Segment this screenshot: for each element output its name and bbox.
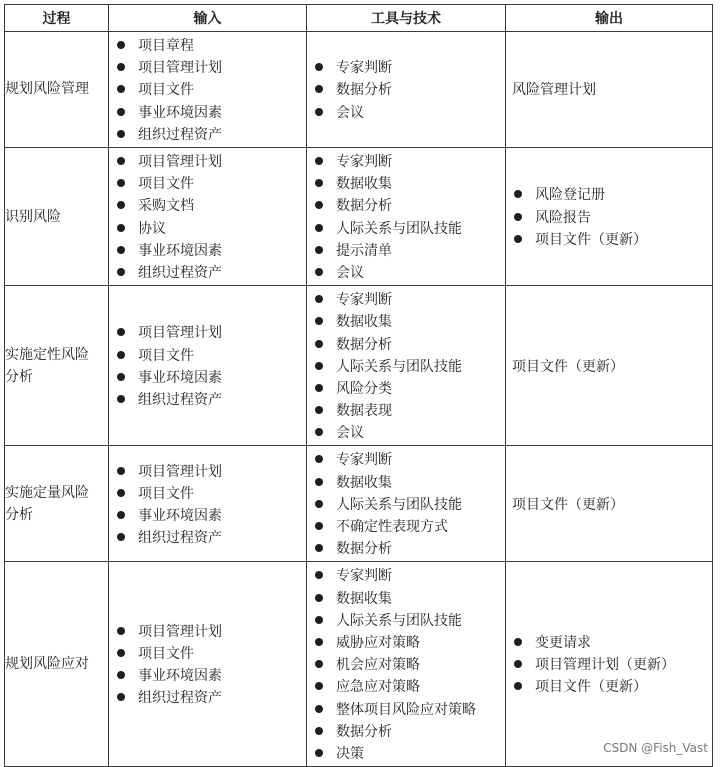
list-item	[514, 675, 712, 697]
tool-item-text: 数据收集	[336, 590, 392, 607]
tool-item-text: 数据表现	[336, 403, 392, 420]
input-item-text: 采购文档	[138, 198, 194, 215]
bullet-icon	[117, 328, 125, 336]
outputs-cell	[506, 562, 713, 767]
tool-item-text: 会议	[336, 264, 364, 281]
list-item	[315, 78, 505, 100]
list-item	[315, 310, 505, 332]
output-item-text: 风险报告	[535, 209, 591, 226]
input-item-text: 组织过程资产	[138, 392, 222, 408]
bullet-icon	[315, 616, 323, 624]
outputs-cell	[506, 147, 713, 285]
bullet-icon	[315, 660, 323, 668]
bullet-icon	[315, 384, 323, 392]
list-item	[117, 150, 306, 172]
list-item	[117, 459, 306, 481]
bullet-icon	[315, 682, 323, 690]
bullet-icon	[117, 224, 125, 232]
list-item	[315, 355, 505, 377]
list-item	[315, 377, 505, 399]
bullet-icon	[117, 533, 125, 541]
header-tools: 工具与技术	[307, 5, 506, 32]
input-item-text: 事业环境因素	[138, 369, 222, 386]
tool-item-text: 人际关系与团队技能	[336, 220, 462, 237]
bullet-icon	[117, 246, 125, 254]
list-item	[117, 504, 306, 526]
tool-item-text: 数据分析	[336, 541, 392, 558]
bullet-icon	[315, 340, 323, 348]
list-item	[315, 399, 505, 421]
table-row	[5, 147, 713, 285]
list-item	[315, 564, 505, 586]
process-name-line: 实施定性风险	[5, 346, 89, 363]
bullet-icon	[315, 638, 323, 646]
tool-item-text: 人际关系与团队技能	[336, 358, 462, 375]
bullet-icon	[315, 594, 323, 602]
list-item	[117, 56, 306, 78]
bullet-icon	[117, 395, 125, 403]
list-item	[117, 344, 306, 366]
list-item	[117, 123, 306, 145]
tool-item-text: 会议	[336, 104, 364, 121]
inputs-cell	[109, 562, 307, 767]
list-item	[117, 172, 306, 194]
process-name-line: 规划风险应对	[5, 656, 89, 673]
bullet-icon	[117, 511, 125, 519]
bullet-icon	[514, 638, 522, 646]
tool-item-text: 数据分析	[336, 82, 392, 99]
list-item	[117, 620, 306, 642]
bullet-icon	[315, 157, 323, 165]
input-item-text: 项目文件	[138, 176, 194, 193]
input-item-text: 事业环境因素	[138, 242, 222, 259]
risk-process-table	[4, 4, 713, 767]
bullet-icon	[315, 428, 323, 436]
bullet-icon	[117, 130, 125, 138]
tool-item-text: 数据分析	[336, 198, 392, 215]
list-item	[315, 675, 505, 697]
list-item	[117, 686, 306, 708]
list-item	[117, 642, 306, 664]
list-item	[315, 537, 505, 559]
list-item	[117, 482, 306, 504]
bullet-icon	[315, 749, 323, 757]
bullet-icon	[315, 295, 323, 303]
bullet-icon	[514, 190, 522, 198]
input-item-text: 事业环境因素	[138, 507, 222, 524]
bullet-icon	[117, 489, 125, 497]
input-item-text: 项目文件	[138, 82, 194, 99]
list-item	[117, 194, 306, 216]
table-row	[5, 32, 713, 148]
list-item	[514, 228, 712, 250]
bullet-icon	[117, 63, 125, 71]
output-item-text: 风险登记册	[535, 187, 605, 204]
tools-cell	[307, 286, 506, 446]
list-item	[315, 150, 505, 172]
bullet-icon	[315, 108, 323, 116]
bullet-icon	[117, 351, 125, 359]
bullet-icon	[315, 571, 323, 579]
bullet-icon	[514, 682, 522, 690]
bullet-icon	[514, 660, 522, 668]
process-name-line: 识别风险	[5, 208, 61, 225]
bullet-icon	[117, 627, 125, 635]
process-name-line: 规划风险管理	[5, 81, 89, 98]
tool-item-text: 专家判断	[336, 154, 392, 171]
process-name-cell	[5, 446, 109, 562]
bullet-icon	[315, 478, 323, 486]
tools-cell	[307, 562, 506, 767]
process-name-cell	[5, 147, 109, 285]
bullet-icon	[117, 373, 125, 381]
output-item-text: 项目文件（更新）	[512, 496, 624, 513]
table-row	[5, 286, 713, 446]
output-item-text: 变更请求	[535, 634, 591, 651]
output-item-text: 风险管理计划	[512, 82, 596, 99]
list-item	[315, 261, 505, 283]
input-list	[109, 319, 306, 412]
bullet-icon	[315, 63, 323, 71]
tool-item-text: 应急应对策略	[336, 679, 420, 696]
list-item	[315, 172, 505, 194]
bullet-icon	[315, 201, 323, 209]
input-list	[109, 457, 306, 550]
tool-list	[307, 286, 505, 445]
tool-item-text: 决策	[336, 745, 364, 762]
tool-item-text: 数据收集	[336, 474, 392, 491]
list-item	[117, 217, 306, 239]
input-item-text: 项目管理计划	[138, 463, 222, 480]
input-list	[109, 32, 306, 147]
list-item	[117, 239, 306, 261]
output-item-text: 项目文件（更新）	[512, 358, 624, 375]
header-outputs: 输出	[506, 5, 713, 32]
bullet-icon	[117, 649, 125, 657]
bullet-icon	[315, 455, 323, 463]
input-list	[109, 618, 306, 711]
list-item	[315, 217, 505, 239]
list-item	[117, 78, 306, 100]
inputs-cell	[109, 446, 307, 562]
bullet-icon	[117, 467, 125, 475]
tools-cell	[307, 147, 506, 285]
tools-cell	[307, 446, 506, 562]
bullet-icon	[514, 213, 522, 221]
tool-item-text: 会议	[336, 425, 364, 442]
tool-item-text: 人际关系与团队技能	[336, 496, 462, 513]
tool-item-text: 风险分类	[336, 380, 392, 397]
bullet-icon	[117, 268, 125, 276]
input-item-text: 项目管理计划	[138, 623, 222, 640]
bullet-icon	[315, 268, 323, 276]
list-item	[315, 332, 505, 354]
bullet-icon	[315, 85, 323, 93]
bullet-icon	[117, 671, 125, 679]
tool-item-text: 专家判断	[336, 568, 392, 585]
tool-item-text: 数据收集	[336, 314, 392, 331]
list-item	[117, 664, 306, 686]
tool-list	[307, 54, 505, 125]
tool-item-text: 专家判断	[336, 452, 392, 469]
bullet-icon	[117, 693, 125, 701]
output-item-text: 项目管理计划（更新）	[535, 657, 675, 674]
list-item	[315, 697, 505, 719]
input-item-text: 组织过程资产	[138, 264, 222, 281]
input-item-text: 项目管理计划	[138, 325, 222, 342]
bullet-icon	[315, 362, 323, 370]
tool-list	[307, 446, 505, 561]
bullet-icon	[315, 544, 323, 552]
list-item	[315, 56, 505, 78]
list-item	[117, 321, 306, 343]
watermark-text: CSDN @Fish_Vast	[603, 741, 708, 755]
tool-item-text: 机会应对策略	[336, 657, 420, 674]
process-name-cell	[5, 562, 109, 767]
process-name-cell	[5, 32, 109, 148]
bullet-icon	[315, 179, 323, 187]
tool-list	[307, 148, 505, 285]
bullet-icon	[315, 522, 323, 530]
tool-list	[307, 562, 505, 766]
tool-item-text: 专家判断	[336, 60, 392, 77]
list-item	[117, 34, 306, 56]
outputs-cell	[506, 446, 713, 562]
tool-item-text: 不确定性表现方式	[336, 519, 448, 536]
bullet-icon	[315, 705, 323, 713]
bullet-icon	[117, 157, 125, 165]
input-item-text: 事业环境因素	[138, 668, 222, 685]
table-row	[5, 446, 713, 562]
list-item	[315, 101, 505, 123]
input-item-text: 组织过程资产	[138, 530, 222, 547]
tool-item-text: 人际关系与团队技能	[336, 612, 462, 629]
process-name-line: 分析	[5, 368, 33, 385]
bullet-icon	[117, 201, 125, 209]
list-item	[315, 288, 505, 310]
bullet-icon	[315, 246, 323, 254]
input-item-text: 组织过程资产	[138, 126, 222, 143]
list-item	[514, 631, 712, 653]
inputs-cell	[109, 32, 307, 148]
input-item-text: 项目管理计划	[138, 154, 222, 171]
input-item-text: 项目管理计划	[138, 60, 222, 77]
process-name-line: 分析	[5, 506, 33, 523]
output-list	[506, 629, 712, 700]
tool-item-text: 提示清单	[336, 242, 392, 259]
list-item	[315, 515, 505, 537]
input-item-text: 项目章程	[138, 38, 194, 55]
tool-item-text: 威胁应对策略	[336, 634, 420, 651]
bullet-icon	[315, 500, 323, 508]
input-item-text: 事业环境因素	[138, 104, 222, 121]
list-item	[315, 471, 505, 493]
input-item-text: 项目文件	[138, 485, 194, 502]
output-list	[506, 181, 712, 252]
list-item	[315, 609, 505, 631]
output-item-text: 项目文件（更新）	[535, 231, 647, 248]
tool-item-text: 整体项目风险应对策略	[336, 701, 476, 718]
bullet-icon	[117, 179, 125, 187]
outputs-cell	[506, 286, 713, 446]
list-item	[514, 653, 712, 675]
list-item	[315, 239, 505, 261]
process-name-line: 实施定量风险	[5, 484, 89, 501]
tool-item-text: 数据收集	[336, 176, 392, 193]
list-item	[117, 388, 306, 410]
input-item-text: 组织过程资产	[138, 690, 222, 707]
input-item-text: 项目文件	[138, 347, 194, 364]
list-item	[117, 526, 306, 548]
list-item	[117, 366, 306, 388]
list-item	[315, 493, 505, 515]
bullet-icon	[315, 727, 323, 735]
inputs-cell	[109, 147, 307, 285]
table-row	[5, 562, 713, 767]
list-item	[514, 183, 712, 205]
bullet-icon	[117, 85, 125, 93]
list-item	[315, 421, 505, 443]
list-item	[315, 653, 505, 675]
list-item	[315, 194, 505, 216]
input-item-text: 项目文件	[138, 646, 194, 663]
list-item	[315, 720, 505, 742]
list-item	[315, 631, 505, 653]
bullet-icon	[514, 235, 522, 243]
header-row	[5, 5, 713, 32]
bullet-icon	[315, 317, 323, 325]
output-item-text: 项目文件（更新）	[535, 679, 647, 696]
list-item	[315, 587, 505, 609]
bullet-icon	[117, 108, 125, 116]
input-list	[109, 148, 306, 285]
list-item	[514, 205, 712, 227]
outputs-cell	[506, 32, 713, 148]
tool-item-text: 数据分析	[336, 723, 392, 740]
process-name-cell	[5, 286, 109, 446]
list-item	[315, 448, 505, 470]
list-item	[117, 261, 306, 283]
list-item	[315, 742, 505, 764]
bullet-icon	[315, 224, 323, 232]
input-item-text: 协议	[138, 220, 166, 237]
tool-item-text: 数据分析	[336, 336, 392, 353]
tool-item-text: 专家判断	[336, 292, 392, 309]
header-inputs: 输入	[109, 5, 307, 32]
list-item	[117, 101, 306, 123]
inputs-cell	[109, 286, 307, 446]
tools-cell	[307, 32, 506, 148]
bullet-icon	[315, 406, 323, 414]
bullet-icon	[117, 41, 125, 49]
header-process: 过程	[5, 5, 109, 32]
